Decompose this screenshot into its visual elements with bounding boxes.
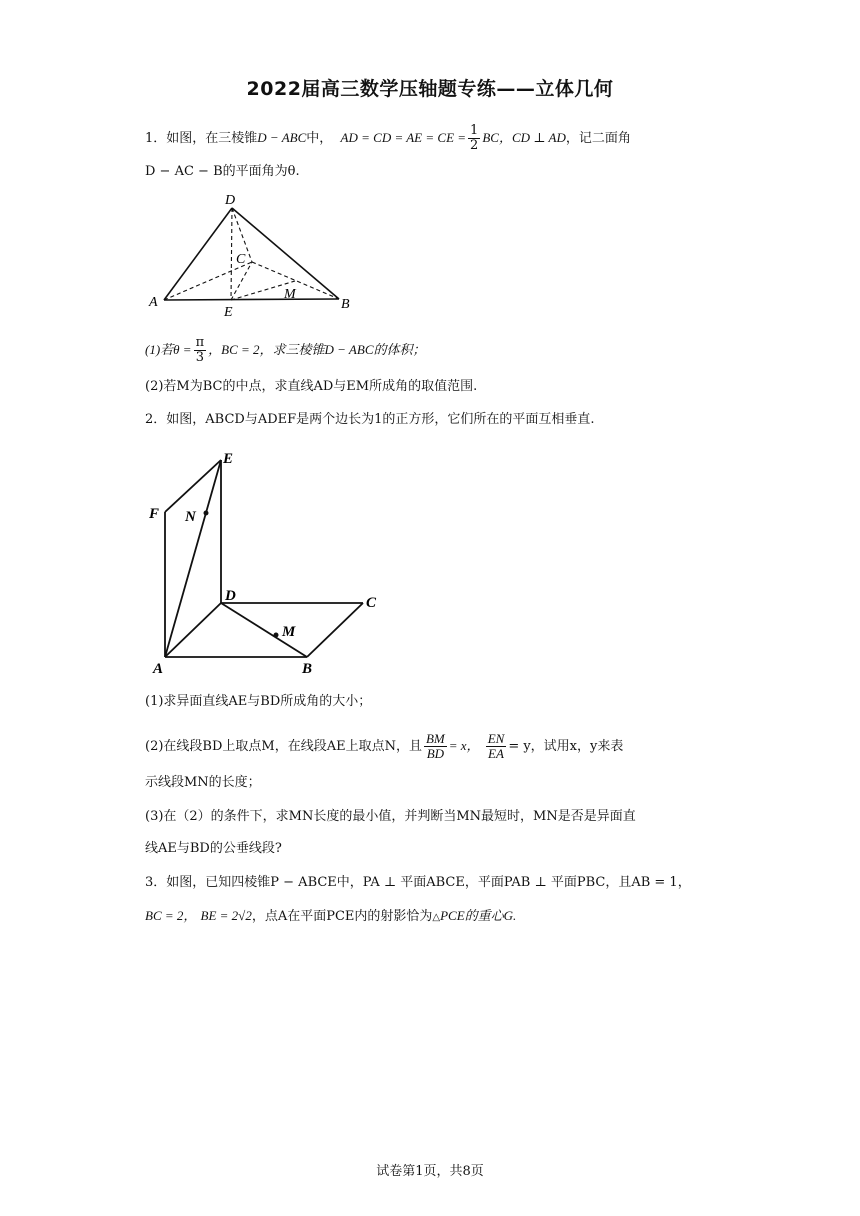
- edge-DE: [231, 208, 232, 300]
- q1-perp: ，CD ⊥ AD: [498, 130, 566, 145]
- edge-EC: [231, 262, 252, 300]
- q1-pyramid: D − ABC: [257, 130, 307, 145]
- label-C: C: [366, 595, 377, 611]
- q1-pi-third-fraction: $\frac{\pi}{3}$: [195, 335, 205, 365]
- label-N: N: [185, 509, 196, 525]
- edge-CB: [307, 603, 363, 657]
- q1-half-fraction: $\frac{1}{2}$: [470, 123, 479, 153]
- label-D: D: [225, 588, 236, 604]
- q2-part2-line2: 示线段MN的长度；: [145, 775, 261, 790]
- q2-part3-line1: (3)在（2）的条件下，求MN长度的最小值，并判断当MN最短时，MN是否是异面直: [145, 809, 636, 824]
- edge-DB: [232, 208, 339, 299]
- triangle-symbol: △: [432, 912, 441, 923]
- label-M: M: [284, 287, 296, 302]
- edge-AB: [164, 299, 339, 300]
- q1-figure: [145, 190, 365, 320]
- page-footer: 试卷第1页，共8页: [376, 1164, 484, 1179]
- q2-part1: (1)求异面直线AE与BD所成角的大小；: [145, 694, 372, 709]
- edge-FE: [165, 460, 221, 512]
- q2-part3-line2: 线AE与BD的公垂线段?: [145, 841, 282, 856]
- point-M: [274, 633, 279, 638]
- label-A: A: [153, 661, 164, 677]
- q1-dihedral-text: ，记二面角: [565, 131, 631, 146]
- label-E: E: [223, 451, 234, 467]
- q3-line1: 3．如图，已知四棱锥P − ABCE中，PA ⊥ 平面ABCE，平面PAB ⊥ 平面PBC，且AB = 1，: [145, 875, 691, 890]
- label-B: B: [341, 297, 350, 312]
- q2-part2-line1: (2)在线段BD上取点M，在线段AE上取点N，且 $\frac{BM}{BD}$ = x， $\frac{EN}{EA}$ = y，试用x，y来表: [145, 731, 624, 761]
- q2-bm-bd-fraction: $\frac{BM}{BD}$: [425, 731, 445, 761]
- q1-line1: [145, 124, 631, 153]
- q3-line2: BC = 2， BE = 2√2，点A在平面PCE内的射影恰为△PCE的重心G.: [145, 908, 517, 924]
- q2-line1: 2．如图，ABCD与ADEF是两个边长为1的正方形，它们所在的平面互相垂直.: [145, 412, 595, 427]
- label-D: D: [225, 193, 236, 208]
- q2-figure: [145, 445, 405, 675]
- q1-equality: AD = CD = AE = CE =: [340, 130, 467, 145]
- label-A: A: [149, 295, 158, 310]
- edge-AE: [165, 460, 221, 657]
- q1-bc: BC: [482, 130, 499, 145]
- q1-part2: (2)若M为BC的中点，求直线AD与EM所成角的取值范围.: [145, 379, 478, 394]
- page-title: 2022届高三数学压轴题专练——立体几何: [246, 78, 614, 100]
- q1-in: 中，: [306, 131, 333, 146]
- point-N: [204, 511, 209, 516]
- q1-part1: (1)若θ = $\frac{\pi}{3}$ ，BC = 2，求三棱锥D − ABC的体积；: [145, 335, 426, 365]
- edge-AD: [164, 208, 232, 300]
- q1-intro: 1．如图，在三棱锥: [145, 131, 258, 146]
- q3-be-value: BE = 2√2: [200, 908, 252, 923]
- label-C: C: [236, 252, 246, 267]
- label-B: B: [302, 661, 313, 677]
- q2-en-ea-fraction: $\frac{EN}{EA}$: [487, 731, 505, 761]
- label-M: M: [282, 624, 296, 640]
- label-F: F: [149, 506, 160, 522]
- q1-line2: D − AC − B的平面角为θ.: [145, 164, 300, 179]
- label-E: E: [224, 305, 233, 320]
